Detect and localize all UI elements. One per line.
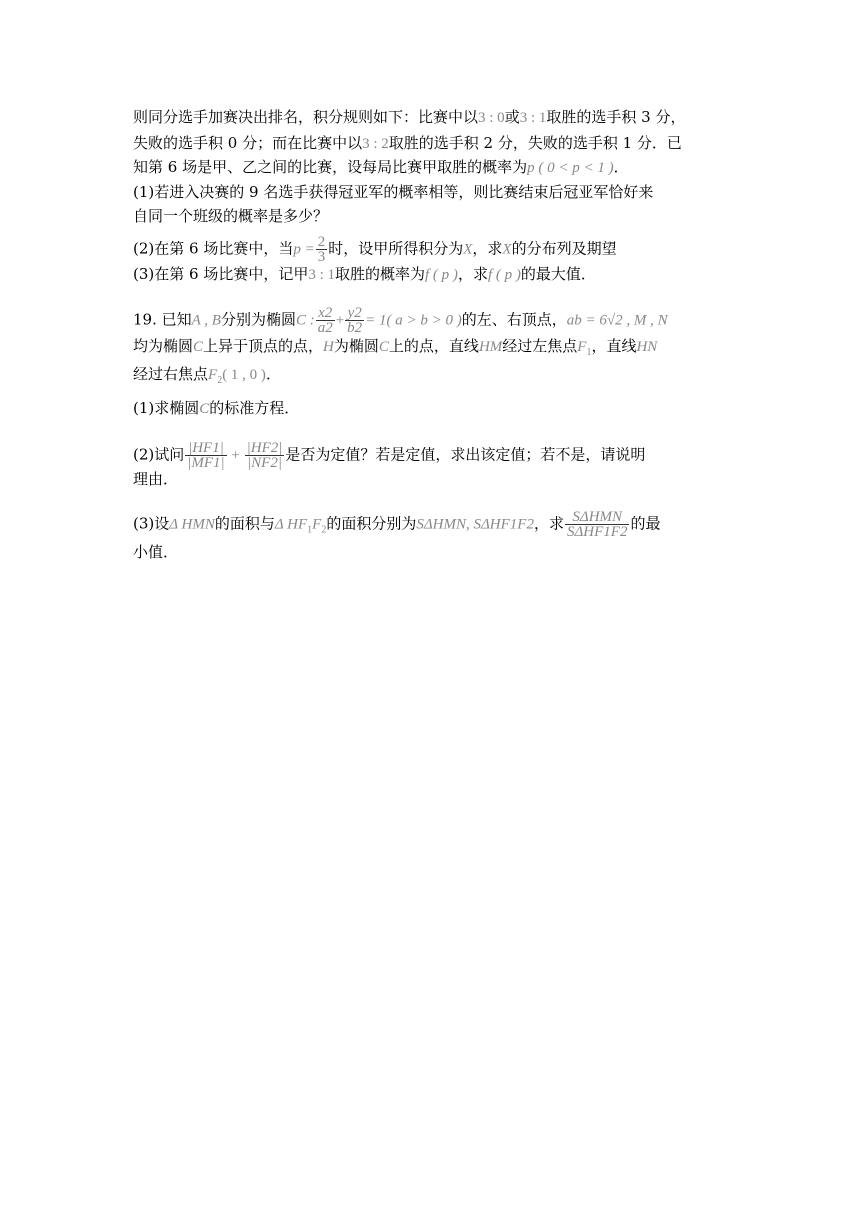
text-line-3 [133,157,629,178]
sub-question-1 [133,398,299,419]
problem-19-line-2: 均为椭圆C上异于顶点的点，H为椭圆C上的点，直线HM经过左焦点$F_1$，直线HN [133,337,658,358]
text: 时，设甲所得积分为 [328,239,464,258]
numerator: y2 [345,306,364,321]
math-var: p = [293,241,315,258]
math-ratio: 3 : 2 [362,136,389,152]
question-1-line-2 [133,206,328,226]
text: ，求 [533,514,564,533]
text-line-1 [133,107,685,128]
text: ． [265,365,281,383]
math-var: F [208,367,218,383]
text: 上异于顶点的点， [203,337,324,355]
math-ratio: 3 : 1 [308,267,335,283]
numerator: |HF2| [246,440,283,456]
math-coordinate: ( 1 , 0 ) [222,367,266,383]
text: 小值． [133,543,179,561]
fraction [316,306,335,335]
text: (1)若进入决赛的 9 名选手获得冠亚军的概率相等，则比赛结束后冠亚军恰好来 [133,183,654,201]
math-var: F [577,339,587,355]
math-area: SΔHMN [416,516,466,533]
text: 知第 6 场是甲、乙之间的比赛，设每局比赛甲取胜的概率为 [133,158,528,176]
text: 为椭圆 [333,337,379,355]
text: 失败的选手积 0 分；而在比赛中以 [133,134,363,152]
text: (2)在第 6 场比赛中，当 [133,239,294,258]
math-var: C [378,339,389,355]
text: 取胜的选手积 3 分， [546,108,686,126]
text: 的左、右顶点， [461,310,567,329]
denominator: SΔHF1F2 [566,524,628,540]
sub-question-2: (2)试问 $\frac{|HF1|}{|MF1|}$ + $\frac{|HF2|}{|NF2|}$ 是否为定值？若是定值，求出该定值；若不是，请说明 [133,440,646,471]
text: 经过左焦点 [502,337,578,355]
fraction [345,306,364,335]
math-var: C [199,401,210,417]
math-ratio: 3 : 0 [478,110,505,126]
fraction [245,441,285,470]
fraction [185,441,226,470]
problem-number: 19. 已知 [133,310,192,329]
text: 取胜的选手积 2 分，失败的选手积 1 分．已 [388,134,682,152]
denominator: a2 [317,320,333,336]
math-var: X [502,241,512,258]
math-function: f ( p ) [487,267,521,283]
text: (3)设 [133,514,170,533]
math-condition: = 1( a > b > 0 ) [365,312,462,329]
math-var: X [463,241,473,258]
problem-19-line-3: 经过右焦点$F_2$( 1 , 0 )． [133,365,281,386]
math-var: H [323,339,334,355]
text: 取胜的概率为 [335,265,426,283]
text: 理由． [133,470,179,488]
text: 自同一个班级的概率是多少？ [133,207,329,225]
text: 的分布列及期望 [511,239,617,258]
math-probability: p ( 0 < p < 1 ) [527,160,614,176]
text: 则同分选手加赛决出排名，积分规则如下：比赛中以 [133,108,479,126]
math-var: A , B [191,312,221,329]
text: 的标准方程． [209,399,300,417]
text: 上的点，直线 [388,337,479,355]
math-triangle: Δ HF [274,516,308,533]
text: ． [613,158,629,176]
math-area: SΔHF1F2 [473,516,534,533]
text: 是否为定值？若是定值，求出该定值；若不是，请说明 [285,445,646,464]
denominator: |NF2| [247,455,282,471]
question-3 [133,264,596,285]
math-var: HN [636,339,658,355]
numerator: SΔHMN [565,510,629,525]
denominator: |MF1| [187,455,225,471]
math-condition: ab = 6√2 , M , N [566,312,668,329]
numerator: |HF1| [185,441,226,456]
problem-19-line-1 [133,306,668,335]
denominator: 3 [317,249,326,265]
text: ，直线 [591,337,637,355]
text: 均为椭圆 [133,337,194,355]
math-ratio: 3 : 1 [519,110,547,126]
math-var: HM [478,339,503,355]
text: 的面积与 [214,514,275,533]
math-function: f ( p ) [425,267,458,283]
text: 经过右焦点 [133,365,209,383]
numerator: 2 [317,234,326,250]
numerator: x2 [316,306,335,321]
fraction [316,235,328,264]
question-1-line-1 [133,182,653,202]
question-2 [133,235,617,264]
fraction [565,510,629,539]
text: 的最 [630,514,661,533]
math-triangle: Δ HMN [169,516,215,533]
text: 的面积分别为 [326,514,417,533]
text: ，求 [457,265,488,283]
text-line-2 [133,133,682,154]
math-operator: + [335,312,345,329]
math-var: C [193,339,204,355]
text: 的最大值． [520,265,596,283]
text: (2)试问 [133,445,185,464]
text: 分别为椭圆 [220,310,296,329]
math-var: C : [295,312,315,329]
text: 或 [504,108,520,126]
denominator: b2 [347,320,363,336]
sub-question-2-line-2 [133,469,178,489]
text: (3)在第 6 场比赛中，记甲 [133,265,309,283]
sub-question-3-line-2 [133,542,178,562]
sub-question-3: (3)设Δ HMN的面积与Δ $HF_1F_2$的面积分别为SΔHMN, SΔHF1F2，求 $\frac{\text{SΔHMN}}{\text{SΔHF1F2}}$ 的最 [133,509,661,540]
text: ，求 [472,239,503,258]
text: (1)求椭圆 [133,399,200,417]
